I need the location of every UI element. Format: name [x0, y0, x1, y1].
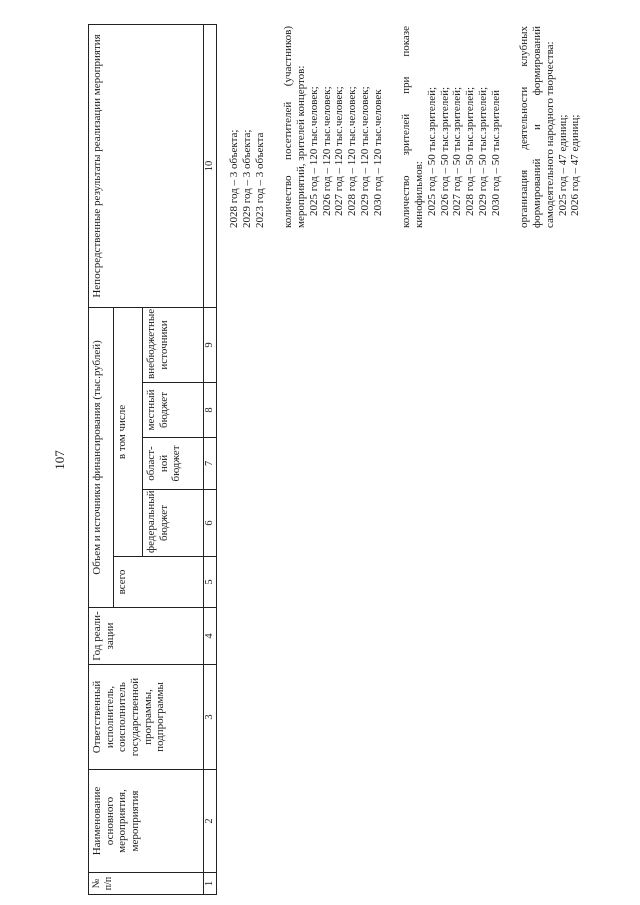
header-extra: внебюджетные источники — [142, 307, 203, 382]
column-number: 7 — [204, 438, 217, 490]
column-number: 8 — [204, 383, 217, 438]
header-funding: Объем и источники финансирования (тыс.рублей) — [89, 307, 114, 607]
result-line: 2029 год – 120 тыс.человек; — [358, 86, 371, 216]
result-line: 2026 год – 47 единиц; — [569, 114, 582, 216]
result-heading: организация деятельности клубных формирований и формирований самодеятельного народного творчества: — [518, 26, 556, 228]
result-line: 2025 год – 47 единиц; — [556, 114, 569, 216]
result-line: 2029 год – 3 объекта; — [240, 129, 253, 228]
header-year: Год реали-зации — [89, 608, 204, 665]
column-number: 1 — [204, 873, 217, 895]
results-block — [400, 26, 502, 228]
result-line: 2026 год – 120 тыс.человек; — [320, 86, 333, 216]
result-heading: количество посетителей (участников) мероприятий, зрителей концертов: — [282, 26, 307, 228]
result-line: 2026 год – 50 тыс.зрителей; — [438, 86, 451, 216]
column-number: 3 — [204, 665, 217, 770]
result-line: 2028 год – 3 объекта; — [228, 129, 240, 228]
header-local: местный бюджет — [142, 383, 203, 438]
header-responsible: Ответственный исполнитель, соисполнитель государственной программы, подпрограммы — [89, 665, 204, 770]
header-federal: федеральный бюджет — [142, 490, 203, 557]
result-line: 2025 год – 50 тыс.зрителей; — [425, 86, 438, 216]
header-results: Непосредственные результаты реализации мероприятия — [89, 24, 204, 307]
result-line: 2028 год – 120 тыс.человек; — [346, 86, 358, 216]
results-block — [282, 26, 384, 228]
column-number: 9 — [204, 307, 217, 382]
column-number: 6 — [204, 490, 217, 557]
column-number: 2 — [204, 770, 217, 873]
header-regional: област-ной бюджет — [142, 438, 203, 490]
results-block — [228, 26, 266, 228]
result-line: 2027 год – 50 тыс.зрителей; — [451, 86, 464, 216]
result-line: 2030 год – 50 тыс.зрителей — [489, 89, 502, 216]
header-name: Наименование основного мероприятия, мероприятия — [89, 770, 204, 873]
result-line: 2025 год – 120 тыс.человек; — [307, 86, 320, 216]
results-block — [518, 26, 582, 228]
result-line: 2027 год – 120 тыс.человек; — [333, 86, 346, 216]
result-line: 2023 год – 3 объекта — [253, 132, 266, 228]
results-column — [228, 26, 640, 228]
column-number: 4 — [204, 608, 217, 665]
header-including: в том числе — [114, 307, 143, 556]
page-number: 107 — [52, 450, 67, 470]
column-number: 5 — [204, 557, 217, 608]
rotated-table-sheet — [88, 0, 640, 905]
result-heading: количество зрителей при показе кинофильмов: — [400, 26, 425, 228]
result-line: 2028 год – 50 тыс.зрителей; — [464, 86, 476, 216]
funding-table — [88, 24, 217, 895]
header-number: № п/п — [89, 873, 204, 895]
column-number: 10 — [204, 24, 217, 307]
result-line: 2029 год – 50 тыс.зрителей; — [476, 86, 489, 216]
result-line: 2030 год – 120 тыс.человек — [371, 89, 384, 216]
header-total: всего — [114, 557, 204, 608]
